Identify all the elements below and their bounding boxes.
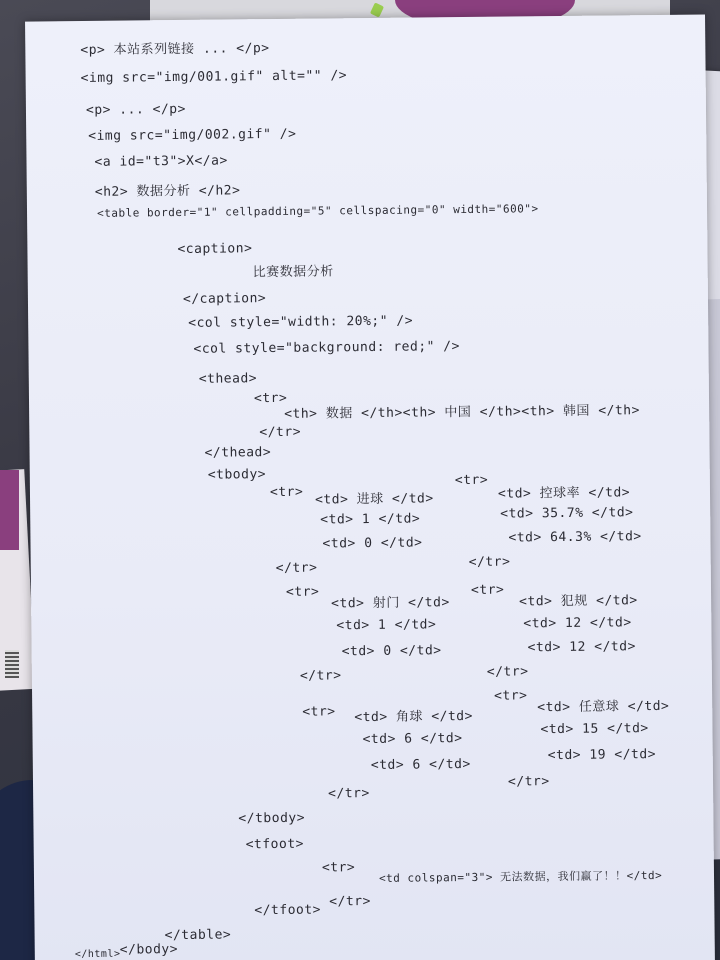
line-tbody: <tbody>: [207, 467, 267, 483]
line-row3-c3: <td> 6 </td>: [370, 756, 471, 774]
line-row4-c3: <td> 64.3% </td>: [508, 529, 642, 546]
line-row6-c1: <td> 任意球 </td>: [537, 698, 670, 716]
line-th: <th> 数据 </th><th> 中国 </th><th> 韩国 </th>: [284, 403, 641, 422]
line-row4-close: </tr>: [468, 554, 511, 570]
line-row1-tr: <tr>: [269, 484, 304, 501]
left-purple-strip: [0, 470, 19, 550]
line-img2: <img src="img/002.gif" />: [88, 126, 297, 144]
line-tbody-close: </tbody>: [238, 810, 306, 827]
line-row3-c1: <td> 角球 </td>: [354, 708, 474, 726]
line-row1-c2: <td> 1 </td>: [320, 511, 421, 528]
line-tr1: <tr>: [253, 390, 288, 407]
line-row2-c1: <td> 射门 </td>: [331, 595, 450, 612]
line-row6-c3: <td> 19 </td>: [547, 747, 657, 764]
line-col1: <col style="width: 20%;" />: [188, 313, 414, 331]
line-tfoot-tr: <tr>: [321, 860, 356, 876]
line-row6-close: </tr>: [507, 774, 550, 790]
line-row2-c3: <td> 0 </td>: [341, 643, 442, 660]
line-p2: <p> ... </p>: [85, 101, 186, 118]
line-row5-c1: <td> 犯规 </td>: [519, 593, 638, 610]
line-table-close: </table>: [164, 927, 232, 944]
line-row1-c3: <td> 0 </td>: [322, 535, 423, 552]
line-thead-close: </thead>: [204, 445, 272, 461]
line-tfoot-td: <td colspan="3"> 无法数据，我们赢了！！</td>: [378, 868, 663, 885]
line-body-close: </body>: [119, 942, 179, 958]
line-row5-close: </tr>: [486, 664, 529, 680]
line-tfoot-tr-close: </tr>: [329, 894, 371, 910]
line-row5-c2: <td> 12 </td>: [523, 615, 632, 632]
line-tr1-close: </tr>: [259, 424, 302, 441]
line-table: <table border="1" cellpadding="5" cellspacing="0" width="600">: [96, 202, 539, 220]
line-caption-text: 比赛数据分析: [252, 264, 334, 281]
line-row1-close: </tr>: [275, 560, 318, 576]
line-tfoot: <tfoot>: [245, 836, 305, 853]
handwritten-paper: [25, 14, 715, 960]
line-row2-tr: <tr>: [285, 584, 320, 600]
line-html-close: </html>: [74, 948, 121, 960]
line-h2: <h2> 数据分析 </h2>: [94, 183, 241, 200]
left-striped-edge: [5, 650, 19, 678]
line-row4-tr: <tr>: [454, 472, 489, 489]
line-row6-c2: <td> 15 </td>: [540, 721, 649, 738]
line-thead: <thead>: [198, 371, 258, 387]
line-row3-tr: <tr>: [302, 704, 336, 720]
line-row6-tr: <tr>: [494, 688, 528, 704]
line-row3-close: </tr>: [328, 786, 370, 802]
line-img1: <img src="img/001.gif" alt="" />: [80, 68, 348, 87]
line-caption-open: <caption>: [177, 241, 253, 258]
line-anchor: <a id="t3">X</a>: [94, 153, 228, 170]
line-row2-close: </tr>: [299, 668, 342, 684]
line-row5-c3: <td> 12 </td>: [527, 639, 636, 656]
line-row5-tr: <tr>: [470, 582, 505, 598]
line-row4-c1: <td> 控球率 </td>: [497, 485, 631, 502]
line-row2-c2: <td> 1 </td>: [336, 617, 437, 634]
line-row4-c2: <td> 35.7% </td>: [500, 505, 634, 522]
line-p1: <p> 本站系列链接 ... </p>: [80, 41, 270, 59]
line-caption-close: </caption>: [182, 291, 267, 307]
line-row1-c1: <td> 进球 </td>: [314, 491, 434, 508]
line-row3-c2: <td> 6 </td>: [362, 731, 463, 748]
line-tfoot-close: </tfoot>: [254, 902, 322, 919]
line-col2: <col style="background: red;" />: [193, 339, 460, 357]
